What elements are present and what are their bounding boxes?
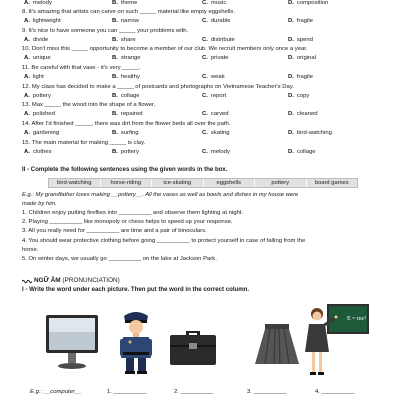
caption-1: 1. __________ (107, 389, 147, 395)
sentence-4: 4. You should wear protective clothing before going __________ to protect yourself in case of falling from the (22, 238, 306, 244)
word-box-item: pottery (255, 179, 307, 187)
pronunciation-title-vi: NGỮ ÂM (34, 277, 61, 284)
word-box-item: ice-skating (152, 179, 204, 187)
options-row-q7 (24, 0, 384, 7)
sentence-3: 3. All you really need for __________ are time and a pair of binoculars. (22, 228, 207, 234)
skirt-icon (253, 320, 301, 370)
pronunciation-title (34, 277, 120, 284)
sentence-4-cont: horse. (22, 247, 39, 253)
options-row-q13: A. polished B. repaired C. carved D. cleaned (24, 111, 318, 117)
question-11: 11. Be careful with that vase - it's very _____. (22, 65, 141, 71)
police-officer-icon (116, 306, 156, 376)
teacher-at-blackboard-icon (303, 300, 373, 380)
sentence-5: 5. On winter days, we usually go __________ on the lake at Jackson Park. (22, 256, 217, 262)
caption-example: E.g.: __computer__ (30, 389, 82, 395)
options-row-q15: A. clothes B. pottery C. melody D. collage (24, 149, 316, 155)
caption-3: 3. __________ (247, 389, 287, 395)
question-12: 12. My class has decided to make a _____ of postcards and photographs on Vietnamese Teacher's Day. (22, 84, 294, 90)
briefcase-icon (168, 325, 218, 369)
word-box-item: eggshells (204, 179, 256, 187)
option-a: A. melody (24, 0, 52, 6)
sound-wave-icon (22, 279, 32, 284)
word-box-item: bird-watching (49, 179, 101, 187)
word-box-item: horse-riding (101, 179, 153, 187)
option-b: B. theme (112, 0, 138, 6)
word-box-item: board games (314, 180, 349, 186)
options-row-q12: A. pottery B. collage C. report D. copy (24, 93, 310, 99)
question-10: 10. Don't miss this _____ opportunity to become a member of our club. We recruit members only once a year. (22, 46, 308, 52)
sentence-1: 1. Children enjoy putting fireflies into __________ and observe them lighting at night. (22, 210, 244, 216)
question-13: 13. Max _____ the wood into the shape of a flower. (22, 102, 156, 108)
computer-monitor-icon (44, 313, 100, 371)
section-2-heading: II - Complete the following sentences using the given words in the box. (22, 166, 228, 173)
question-8: 8. It's amazing that artists can carve on such _____ material like empty eggshells. (22, 9, 235, 15)
pronunciation-heading: I - Write the word under each picture. Then put the word in the correct column. (22, 286, 250, 293)
options-row-q14: A. gardening B. surfing C. skating D. bird-watching (24, 130, 332, 136)
example-sentence: E.g.: My grandfather loves making __pottery__. All the vases as well as bowls and dishes in my house were (22, 192, 299, 198)
word-box (48, 178, 358, 188)
options-row-q10: A. unique B. strange C. private D. original (24, 55, 316, 61)
options-row-q11: A. light B. healthy C. weak D. fragile (24, 74, 313, 80)
question-15: 15. The main material for making _____ is clay. (22, 140, 146, 146)
board-formula: E = mc² (347, 316, 367, 322)
question-14: 14. After I'd finished _____, there was dirt from the flower beds all over the path. (22, 121, 231, 127)
option-c: C. music (202, 0, 227, 6)
caption-2: 2. __________ (174, 389, 214, 395)
example-sentence-cont: made by him. (22, 201, 57, 207)
question-9: 9. It's nice to have someone you can _____ your problems with. (22, 28, 189, 34)
option-d: D. composition (288, 0, 329, 6)
sentence-2: 2. Playing __________ like monopoly or chess helps to speed up your response. (22, 219, 233, 225)
caption-4: 4. __________ (315, 389, 355, 395)
options-row-q8: A. lightweight B. narrow C. durable D. fragile (24, 18, 313, 24)
pronunciation-title-en: (PRONUNCIATION) (62, 277, 120, 284)
options-row-q9: A. divide B. share C. distribute D. spend (24, 37, 313, 43)
